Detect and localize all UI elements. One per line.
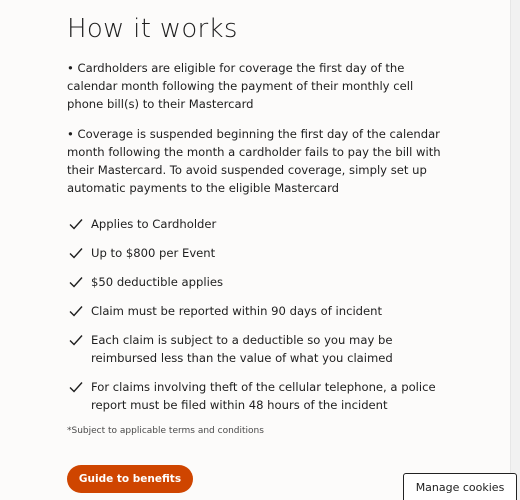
suspension-paragraph: • Coverage is suspended beginning the first day of the calendar month following the month a cardholder fails to pay the bill with their Mastercard. To avoid suspended coverage, simply set up automatic payments to the eligible Mastercard xyxy=(67,127,441,195)
checklist-item-text: Up to $800 per Event xyxy=(91,246,216,260)
section-title: How it works xyxy=(67,14,238,44)
check-icon xyxy=(69,247,83,259)
checklist-item xyxy=(67,302,447,320)
benefits-checklist xyxy=(67,215,447,414)
guide-to-benefits-button[interactable]: Guide to benefits xyxy=(67,465,193,493)
check-icon xyxy=(69,334,83,346)
how-it-works-section xyxy=(67,0,447,437)
checklist-item-text: Claim must be reported within 90 days of incident xyxy=(91,304,383,318)
check-icon xyxy=(69,381,83,393)
eligibility-paragraph: • Cardholders are eligible for coverage the first day of the calendar month following the payment of their monthly cell phone bill(s) to their Mastercard xyxy=(67,61,414,111)
check-icon xyxy=(69,305,83,317)
checklist-item xyxy=(67,378,447,414)
checklist-item-text: Each claim is subject to a deductible so you may be reimbursed less than the value of what you claimed xyxy=(91,333,393,365)
check-icon xyxy=(69,276,83,288)
check-icon xyxy=(69,218,83,230)
checklist-item xyxy=(67,273,447,291)
checklist-item xyxy=(67,244,447,262)
checklist-item xyxy=(67,215,447,233)
checklist-item-text: Applies to Cardholder xyxy=(91,217,217,231)
page-scrollbar[interactable] xyxy=(510,0,520,500)
checklist-item xyxy=(67,331,447,367)
manage-cookies-button[interactable]: Manage cookies xyxy=(403,473,517,500)
checklist-item-text: For claims involving theft of the cellular telephone, a police report must be filed within 48 hours of the incident xyxy=(91,380,436,412)
checklist-item-text: $50 deductible applies xyxy=(91,275,223,289)
terms-footnote: *Subject to applicable terms and conditions xyxy=(67,426,264,436)
